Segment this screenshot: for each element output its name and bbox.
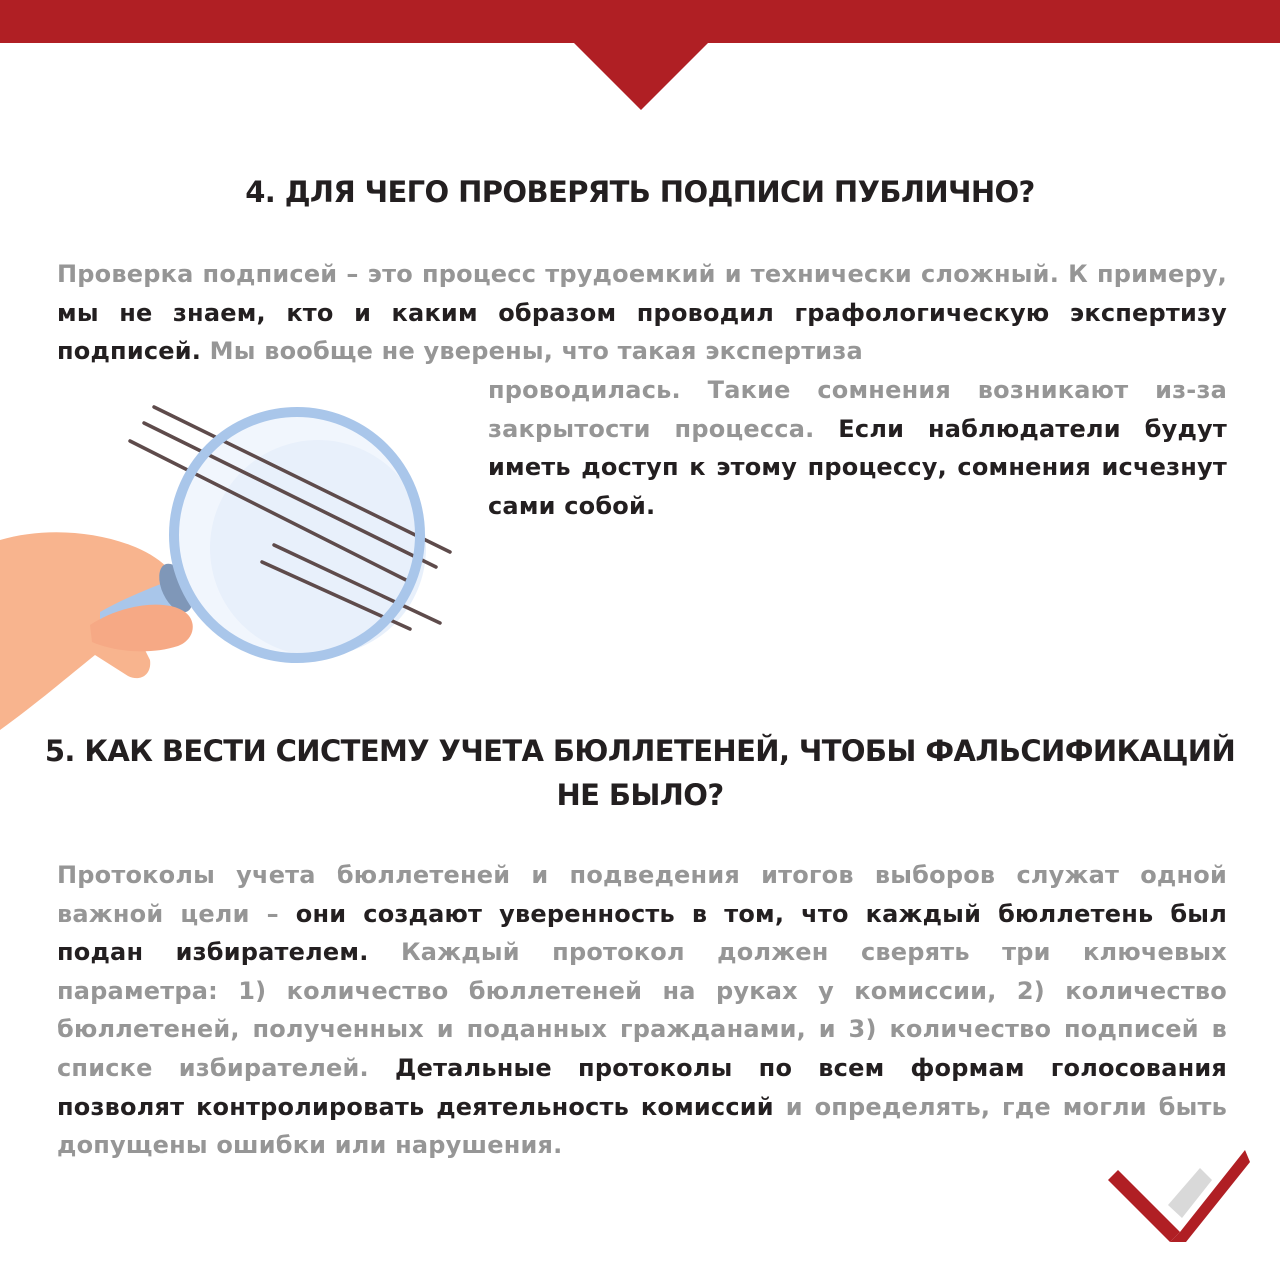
s5-text-5: и определять, где могли быть допущены ошибки или нарушения.: [57, 1092, 1227, 1160]
section-4-title: 4. ДЛЯ ЧЕГО ПРОВЕРЯТЬ ПОДПИСИ ПУБЛИЧНО?: [245, 175, 1035, 209]
s4-text-5: Если наблюдатели будут иметь доступ к этому процессу, сомнения исчезнут сами собой.: [488, 414, 1227, 520]
magnifier-hand-icon: [0, 390, 470, 750]
s5-text-4: Детальные протоколы по всем формам голосования позволят контролировать деятельность комиссий: [57, 1053, 1227, 1121]
checkmark-icon: [1100, 1145, 1260, 1255]
section-5-title: 5. КАК ВЕСТИ СИСТЕМУ УЧЕТА БЮЛЛЕТЕНЕЙ, ЧТОБЫ ФАЛЬСИФИКАЦИЙ НЕ БЫЛО?: [44, 734, 1236, 812]
s4-text-3: Мы вообще не уверены, что такая экспертиза: [209, 337, 863, 366]
top-banner: [0, 0, 1280, 115]
s4-text-2: мы не знаем, кто и каким образом проводил графологическую экспертизу подписей.: [57, 298, 1227, 366]
section-5-paragraph: [57, 856, 1227, 1165]
s4-text-1: Проверка подписей – это процесс трудоемкий и технически сложный. К примеру,: [57, 260, 1227, 288]
section-4-paragraph: [57, 255, 1227, 371]
s4-text-4: проводилась. Такие сомнения возникают из-за закрытости процесса.: [488, 376, 1227, 443]
s5-text-1: Протоколы учета бюллетеней и подведения итогов выборов служат одной важной цели –: [57, 861, 1227, 928]
s5-text-3: Каждый протокол должен сверять три ключевых параметра: 1) количество бюллетеней на руках у комиссии, 2) количество бюллетеней, полученных и поданных гражданами, и 3) количество подписей в списке избирателей.: [57, 938, 1227, 1082]
section-4-paragraph-continued: [488, 371, 1227, 525]
s5-text-2: они создают уверенность в том, что каждый бюллетень был подан избирателем.: [57, 899, 1227, 967]
